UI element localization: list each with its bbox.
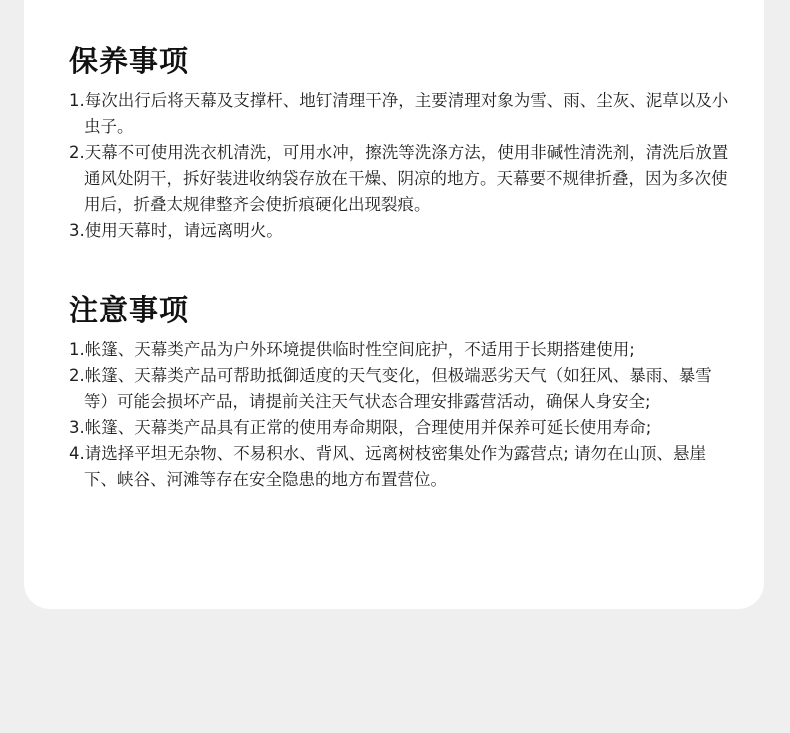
precautions-list [69,337,729,493]
precaution-item: 4.请选择平坦无杂物、不易积水、背风、远离树枝密集处作为露营点; 请勿在山顶、悬崖下、峡谷、河滩等存在安全隐患的地方布置营位。 [69,444,707,489]
maintenance-item: 1.每次出行后将天幕及支撑杆、地钉清理干净，主要清理对象为雪、雨、尘灰、泥草以及小虫子。 [69,91,729,136]
maintenance-item: 3.使用天幕时，请远离明火。 [69,221,283,240]
maintenance-title: 保养事项 [69,44,190,78]
precautions-title: 注意事项 [69,293,190,327]
maintenance-section [69,42,729,244]
precaution-item: 1.帐篷、天幕类产品为户外环境提供临时性空间庇护，不适用于长期搭建使用; [69,340,635,359]
maintenance-item: 2.天幕不可使用洗衣机清洗，可用水冲，擦洗等洗涤方法，使用非碱性清洗剂，清洗后放置通风处阴干，拆好装进收纳袋存放在干燥、阴凉的地方。天幕要不规律折叠，因为多次使用后，折叠太规律整齐会使折痕硬化出现裂痕。 [69,143,729,214]
precaution-item: 2.帐篷、天幕类产品可帮助抵御适度的天气变化，但极端恶劣天气（如狂风、暴雨、暴雪等）可能会损坏产品，请提前关注天气状态合理安排露营活动，确保人身安全; [69,366,712,411]
maintenance-list [69,88,729,244]
precaution-item: 3.帐篷、天幕类产品具有正常的使用寿命期限，合理使用并保养可延长使用寿命; [69,418,652,437]
precautions-section [69,291,729,493]
